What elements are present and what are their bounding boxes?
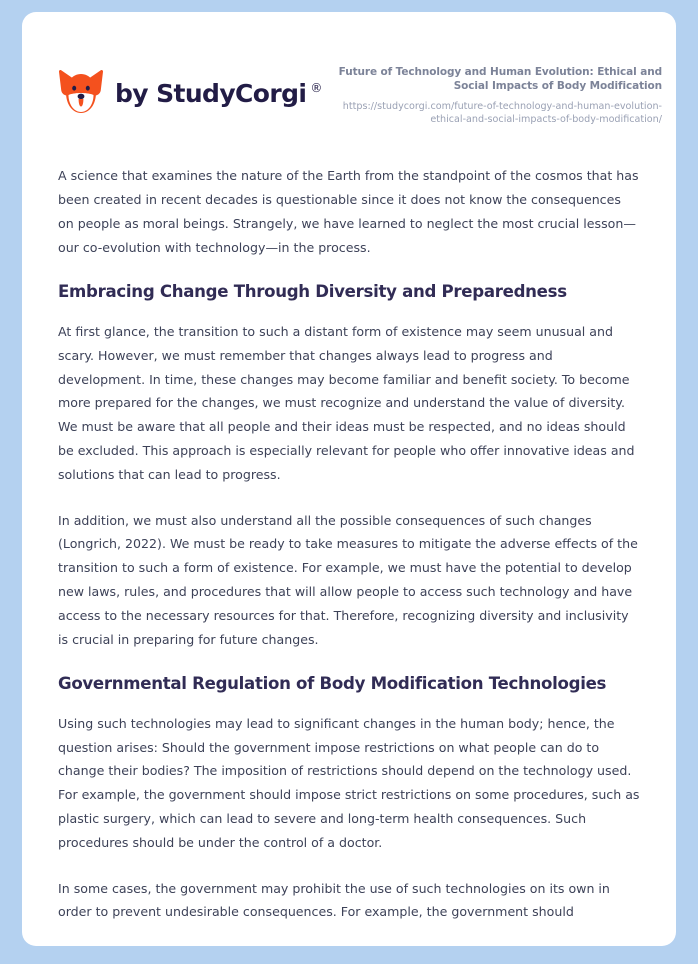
document-source-url[interactable]: https://studycorgi.com/future-of-technology-and-human-evolution-ethical-and-social-impacts-of-body-modification/ (342, 100, 662, 125)
document-body (22, 126, 676, 924)
body-paragraph: At first glance, the transition to such a distant form of existence may seem unusual and scary. However, we must remember that changes always lead to progress and development. In time, these changes may become familiar and benefit society. To become more prepared for the changes, we must recognize and understand the value of diversity. We must be aware that all people and their ideas must be respected, and no ideas should be excluded. This approach is especially relevant for people who offer innovative ideas and solutions that can lead to progress. (58, 323, 635, 482)
body-paragraph: A science that examines the nature of the Earth from the standpoint of the cosmos that has been created in recent decades is questionable since it does not know the consequences on people as moral beings. Strangely, we have learned to neglect the most crucial lesson—our co-evolution with technology—in the process. (58, 168, 639, 255)
brand-wordmark-text: by StudyCorgi (115, 78, 307, 108)
corgi-face-logo-icon (58, 68, 104, 118)
brand-wordmark (115, 78, 322, 108)
section-heading: Embracing Change Through Diversity and Preparedness (58, 282, 567, 302)
body-paragraph: In some cases, the government may prohibit the use of such technologies on its own in order to prevent undesirable consequences. For example, the government should (58, 880, 610, 920)
header-document-meta (322, 60, 662, 126)
body-paragraph: Using such technologies may lead to significant changes in the human body; hence, the question arises: Should the government impose restrictions on what people can do to change their bodies? The imposition of restrictions should depend on the technology used. For example, the government should impose strict restrictions on some procedures, such as plastic surgery, which can lead to severe and long-term health consequences. Such procedures should be under the control of a doctor. (58, 715, 640, 850)
section-heading: Governmental Regulation of Body Modification Technologies (58, 674, 607, 694)
body-paragraph: In addition, we must also understand all the possible consequences of such changes (Longrich, 2022). We must be ready to take measures to mitigate the adverse effects of the transition to such a form of existence. For example, we must have the potential to develop new laws, rules, and procedures that will allow people to access such technology and have access to the necessary resources for that. Therefore, recognizing diversity and inclusivity is crucial in preparing for future changes. (58, 512, 638, 647)
document-header (22, 12, 676, 126)
brand-lockup[interactable] (58, 60, 322, 118)
document-title: Future of Technology and Human Evolution: Ethical and Social Impacts of Body Modification (338, 66, 662, 92)
document-page-card (22, 12, 676, 946)
registered-trademark-icon: ® (310, 80, 322, 95)
